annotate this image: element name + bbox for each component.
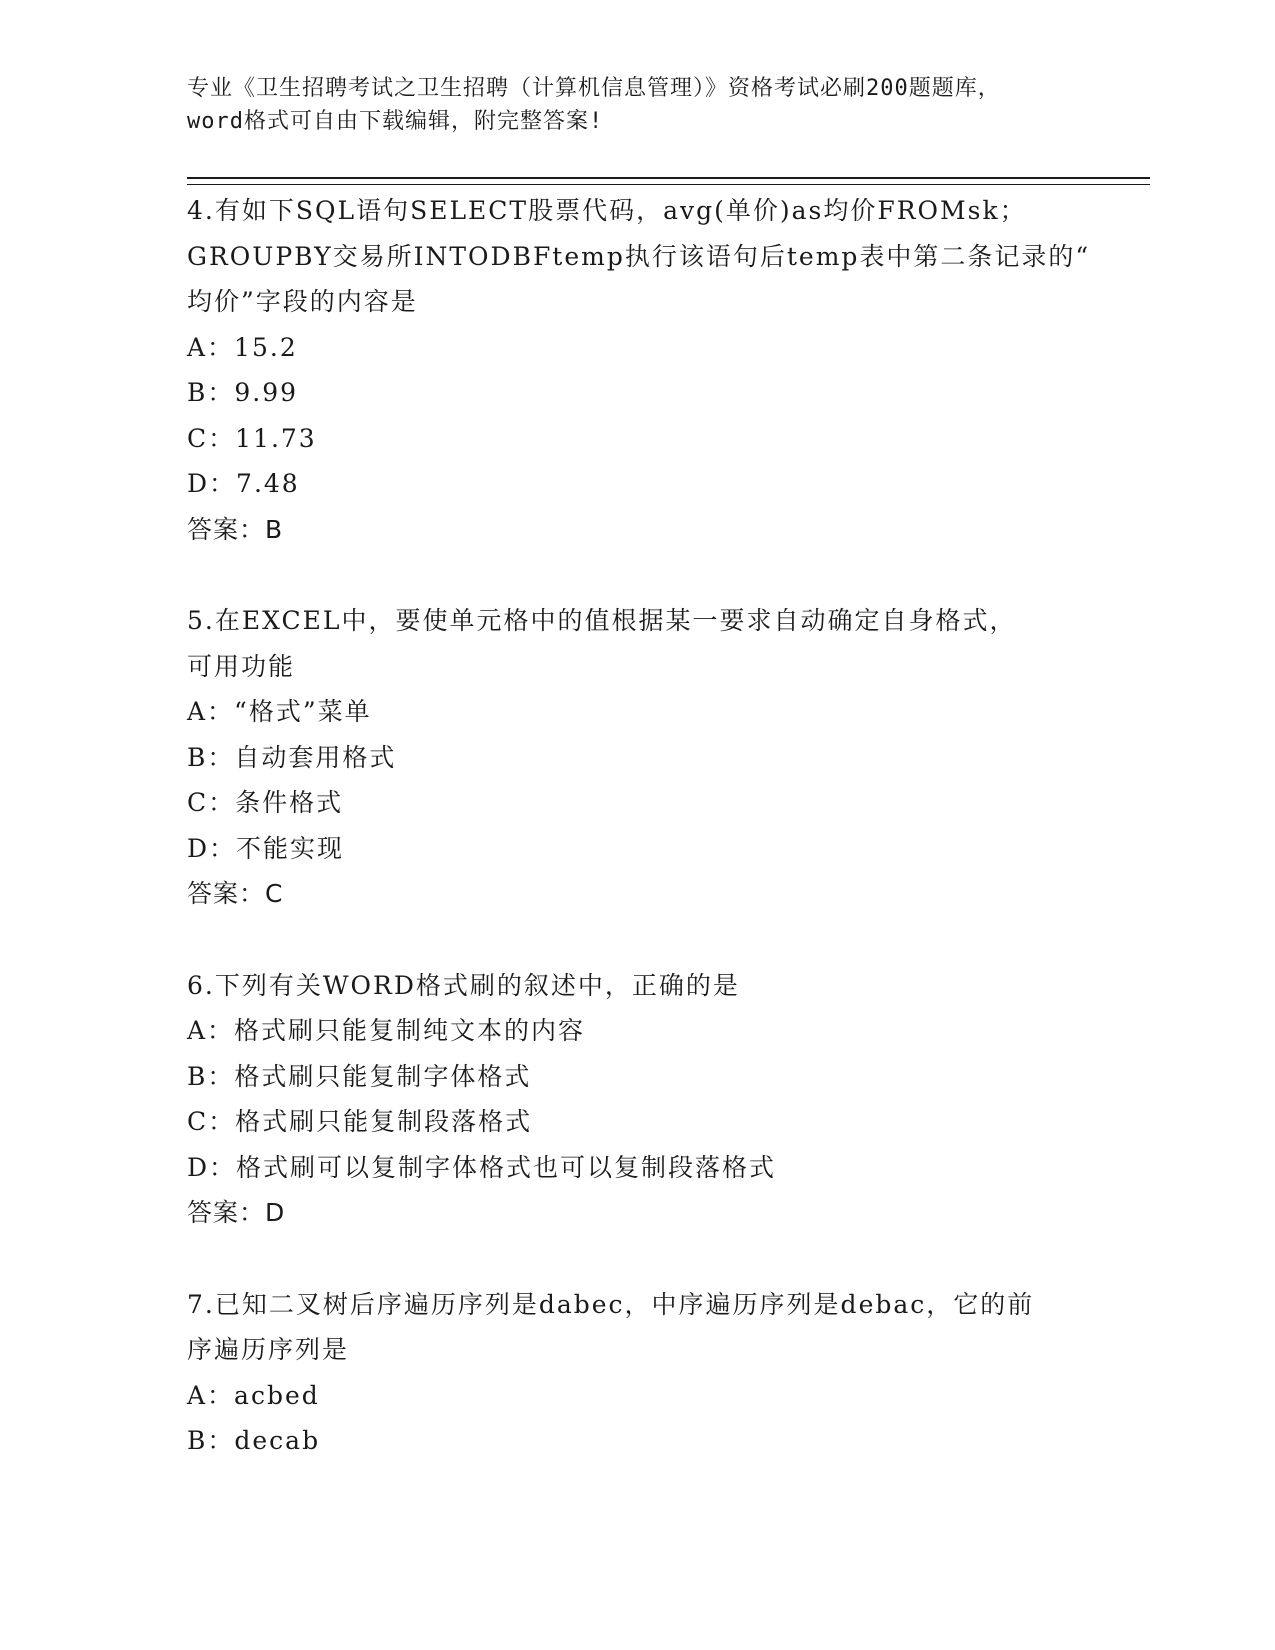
option-a: A：acbed — [187, 1380, 320, 1410]
option-a: A：格式刷只能复制纯文本的内容 — [187, 1016, 586, 1045]
question-4 — [187, 188, 1091, 552]
option-d: D：不能实现 — [187, 833, 345, 863]
header-line-1: 专业《卫生招聘考试之卫生招聘（计算机信息管理）》资格考试必刷200题题库， — [187, 76, 1001, 101]
question-7 — [187, 1282, 1087, 1464]
question-text-line: 均价”字段的内容是 — [187, 287, 418, 316]
question-text-line: GROUPBY交易所INTODBFtemp执行该语句后temp表中第二条记录的“ — [187, 241, 1091, 271]
option-a: A：“格式”菜单 — [187, 697, 372, 726]
answer-label: 答案：D — [187, 1198, 286, 1227]
option-b: B：自动套用格式 — [187, 742, 397, 772]
question-text-line: 5.在EXCEL中，要使单元格中的值根据某一要求自动确定自身格式， — [187, 606, 1017, 635]
option-c: C：条件格式 — [187, 788, 344, 817]
document-header — [187, 72, 1087, 138]
header-divider-thick — [187, 177, 1150, 179]
option-b: B：格式刷只能复制字体格式 — [187, 1061, 532, 1091]
question-6 — [187, 963, 1087, 1236]
option-c: C：格式刷只能复制段落格式 — [187, 1107, 533, 1136]
answer-label: 答案：C — [187, 879, 284, 908]
option-d: D：格式刷可以复制字体格式也可以复制段落格式 — [187, 1152, 777, 1182]
question-text-line: 7.已知二叉树后序遍历序列是dabec，中序遍历序列是debac，它的前 — [187, 1289, 1035, 1319]
header-divider-thin — [187, 184, 1150, 185]
header-line-2: word格式可自由下载编辑，附完整答案! — [187, 109, 604, 134]
option-b: B：9.99 — [187, 378, 299, 407]
answer-label: 答案：B — [187, 514, 284, 544]
option-d: D：7.48 — [187, 469, 300, 498]
option-a: A：15.2 — [187, 332, 298, 362]
question-text-line: 6.下列有关WORD格式刷的叙述中，正确的是 — [187, 970, 740, 1000]
option-c: C：11.73 — [187, 423, 317, 453]
question-text-line: 4.有如下SQL语句SELECT股票代码，avg(单价)as均价FROMsk； — [187, 196, 1027, 225]
question-text-line: 可用功能 — [187, 651, 296, 681]
question-text-line: 序遍历序列是 — [187, 1335, 350, 1364]
option-b: B：decab — [187, 1426, 321, 1455]
question-list — [187, 188, 1091, 1510]
question-5 — [187, 598, 1087, 917]
